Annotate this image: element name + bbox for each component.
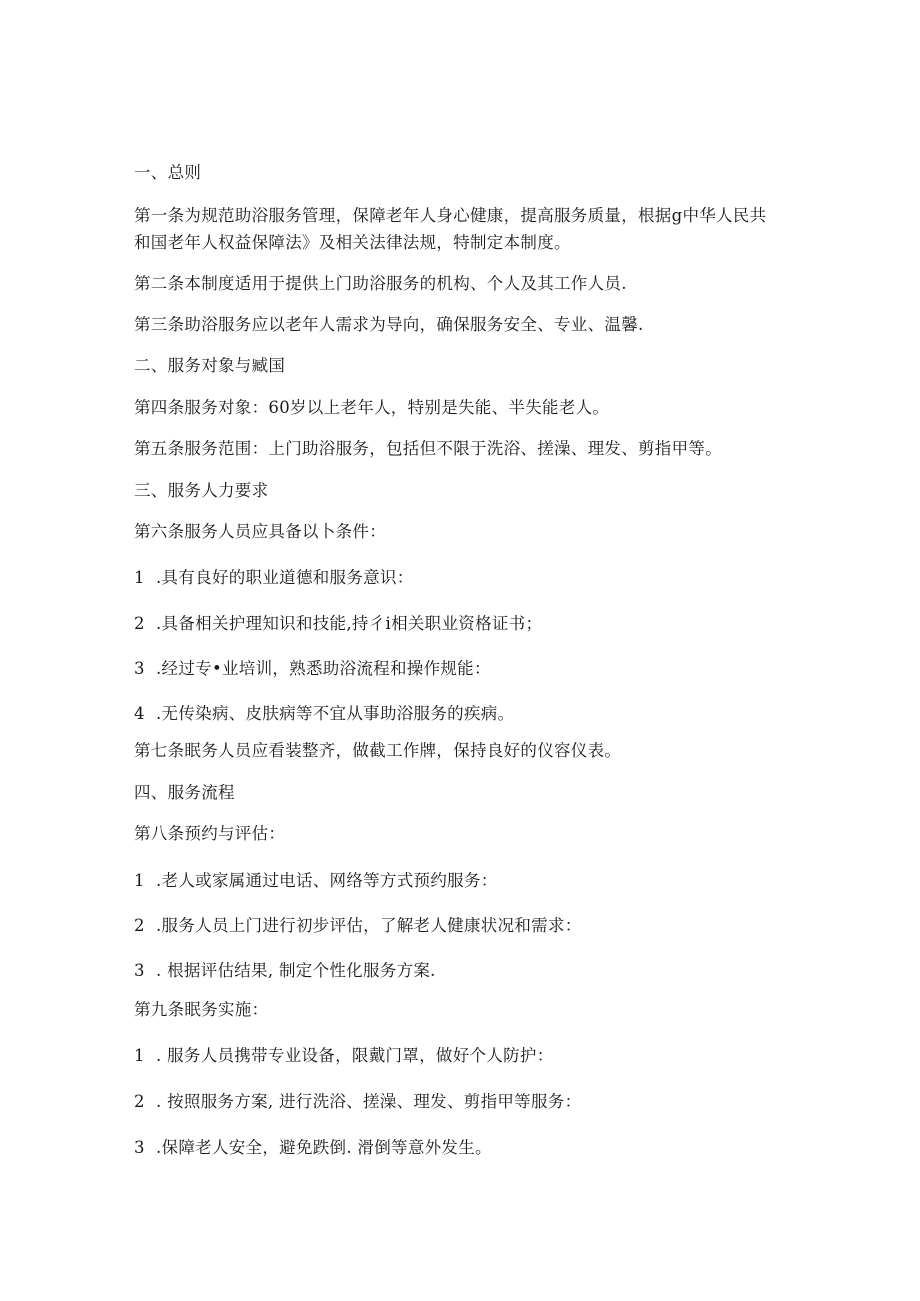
list-item-text: .经过专•业培训，熟悉助浴流程和操作规能： — [156, 659, 491, 678]
list-item-text: . 服务人员携带专业设备，限戴门罩，做好个人防护： — [156, 1046, 554, 1065]
list-item — [134, 871, 498, 891]
list-item-text: .老人或家属通过电话、网络等方式预约服务： — [156, 871, 498, 890]
list-item-text: . 按照服务方案, 进行洗浴、搓澡、理发、剪指甲等服务： — [156, 1092, 582, 1111]
article-9: 第九条眠务实施： — [134, 1000, 269, 1019]
list-item-number: 1 — [134, 871, 145, 890]
article-1-line-1: 第一条为规范助浴服务管理，保障老年人身心健康，提高服务质量，根据g中华人民共 — [134, 206, 767, 225]
list-item-number: 2 — [134, 614, 145, 633]
list-item — [134, 1138, 492, 1158]
article-5: 第五条服务范围：上门助浴服务，包括但不限于洗浴、搓澡、理发、剪指甲等。 — [134, 439, 722, 458]
list-item — [134, 568, 414, 588]
list-item — [134, 659, 491, 679]
list-item-number: 3 — [134, 1138, 145, 1157]
list-item — [134, 1046, 554, 1066]
list-item — [134, 704, 514, 724]
list-item-text: .具有良好的职业道德和服务意识： — [156, 568, 414, 587]
list-item-text: .保障老人安全，避免跌倒. 滑倒等意外发生。 — [156, 1138, 492, 1157]
article-1-line-2: 和国老年人权益保障法》及相关法律法规，特制定本制度。 — [134, 233, 571, 252]
list-item-number: 2 — [134, 916, 145, 935]
list-item — [134, 1092, 581, 1112]
article-4: 第四条服务对象：60岁以上老年人，特别是失能、半失能老人。 — [134, 398, 610, 417]
article-8: 第八条预约与评估： — [134, 824, 286, 843]
section-heading: 三、服务人力要求 — [134, 481, 269, 500]
list-item-number: 4 — [134, 704, 145, 723]
article-2: 第二条本制度适用于提供上门助浴服务的机构、个人及其工作人员. — [134, 274, 627, 293]
article-7: 第七条眠务人员应看装整齐，做截工作牌，保持良好的仪容仪表。 — [134, 741, 622, 760]
list-item-number: 2 — [134, 1092, 145, 1111]
list-item-text: .服务人员上门进行初步评估，了解老人健康状况和需求： — [156, 916, 582, 935]
list-item — [134, 614, 542, 634]
list-item-number: 1 — [134, 1046, 145, 1065]
list-item — [134, 916, 582, 936]
list-item-number: 3 — [134, 659, 145, 678]
list-item-number: 1 — [134, 568, 145, 587]
section-heading: 一、总则 — [134, 163, 202, 182]
list-item-text: . 根据评估结果, 制定个性化服务方案. — [156, 961, 436, 980]
section-heading: 二、服务对象与臧国 — [134, 356, 286, 375]
list-item-text: .无传染病、皮肤病等不宜从事助浴服务的疾病。 — [156, 704, 515, 723]
section-heading: 四、服务流程 — [134, 783, 235, 802]
list-item-number: 3 — [134, 961, 145, 980]
list-item-text: .具备相关护理知识和技能,持彳i相关职业资格证书； — [156, 614, 543, 633]
article-3: 第三条助浴服务应以老年人需求为导向，确保服务安全、专业、温馨. — [134, 315, 644, 334]
list-item — [134, 961, 436, 981]
article-6: 第六条服务人员应具备以卜条件： — [134, 522, 386, 541]
